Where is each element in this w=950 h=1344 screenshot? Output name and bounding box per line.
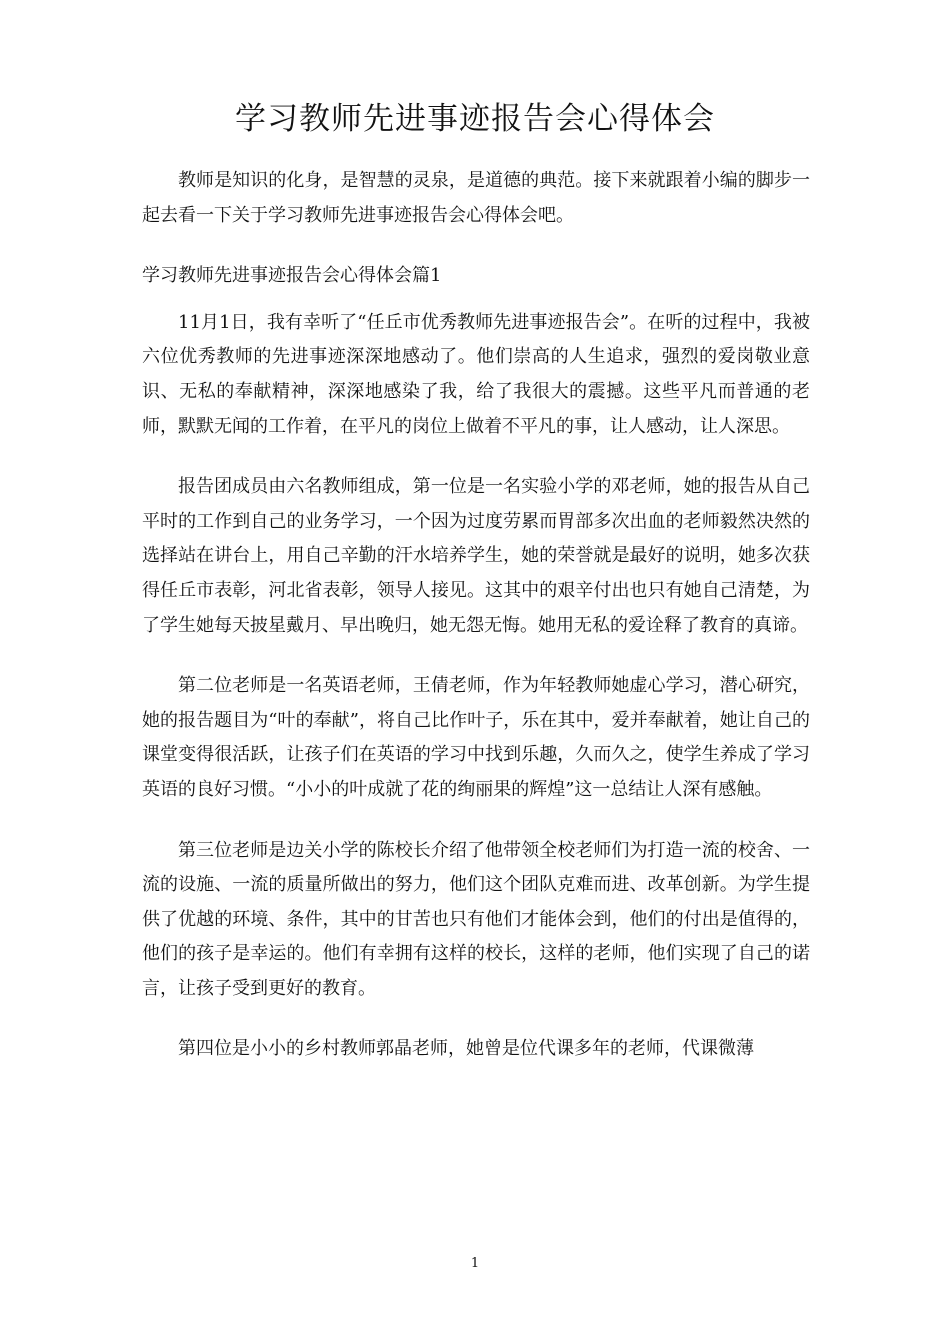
body-paragraph-1: 11月1日，我有幸听了“任丘市优秀教师先进事迹报告会”。在听的过程中，我被六位优秀教师的先进事迹深深地感动了。他们崇高的人生追求，强烈的爱岗敬业意识、无私的奉献精神，深深地感染了我，给了我很大的震撼。这些平凡而普通的老师，默默无闻的工作着，在平凡的岗位上做着不平凡的事，让人感动，让人深思。: [142, 311, 810, 437]
body-paragraph-3: 第二位老师是一名英语老师，王倩老师，作为年轻教师她虚心学习，潜心研究，她的报告题目为“叶的奉献”，将自己比作叶子，乐在其中，爱并奉献着，她让自己的课堂变得很活跃，让孩子们在英语的学习中找到乐趣，久而久之，使学生养成了学习英语的良好习惯。“小小的叶成就了花的绚丽果的辉煌”这一总结让人深有感触。: [142, 675, 810, 800]
body-paragraph-5: 第四位是小小的乡村教师郭晶老师，她曾是位代课多年的老师，代课微薄: [178, 1038, 754, 1060]
body-paragraph-2: 报告团成员由六名教师组成，第一位是一名实验小学的邓老师，她的报告从自己平时的工作到自己的业务学习，一个因为过度劳累而胃部多次出血的老师毅然决然的选择站在讲台上，用自己辛勤的汗水培养学生，她的荣誉就是最好的说明，她多次获得任丘市表彰，河北省表彰，领导人接见。这其中的艰辛付出也只有她自己清楚，为了学生她每天披星戴月、早出晚归，她无怨无悔。她用无私的爱诠释了教育的真谛。: [142, 476, 810, 636]
body-paragraph-4: 第三位老师是边关小学的陈校长介绍了他带领全校老师们为打造一流的校舍、一流的设施、一流的质量所做出的努力，他们这个团队克难而进、改革创新。为学生提供了优越的环境、条件，其中的甘苦也只有他们才能体会到，他们的付出是值得的，他们的孩子是幸运的。他们有幸拥有这样的校长，这样的老师，他们实现了自己的诺言，让孩子受到更好的教育。: [142, 839, 810, 999]
document-body: [142, 164, 810, 1067]
intro-paragraph: 教师是知识的化身，是智慧的灵泉，是道德的典范。接下来就跟着小编的脚步一起去看一下关于学习教师先进事迹报告会心得体会吧。: [142, 170, 810, 226]
document-title: 学习教师先进事迹报告会心得体会: [235, 101, 715, 137]
section-heading: 学习教师先进事迹报告会心得体会篇1: [142, 265, 442, 287]
page-number: 1: [470, 1256, 480, 1271]
